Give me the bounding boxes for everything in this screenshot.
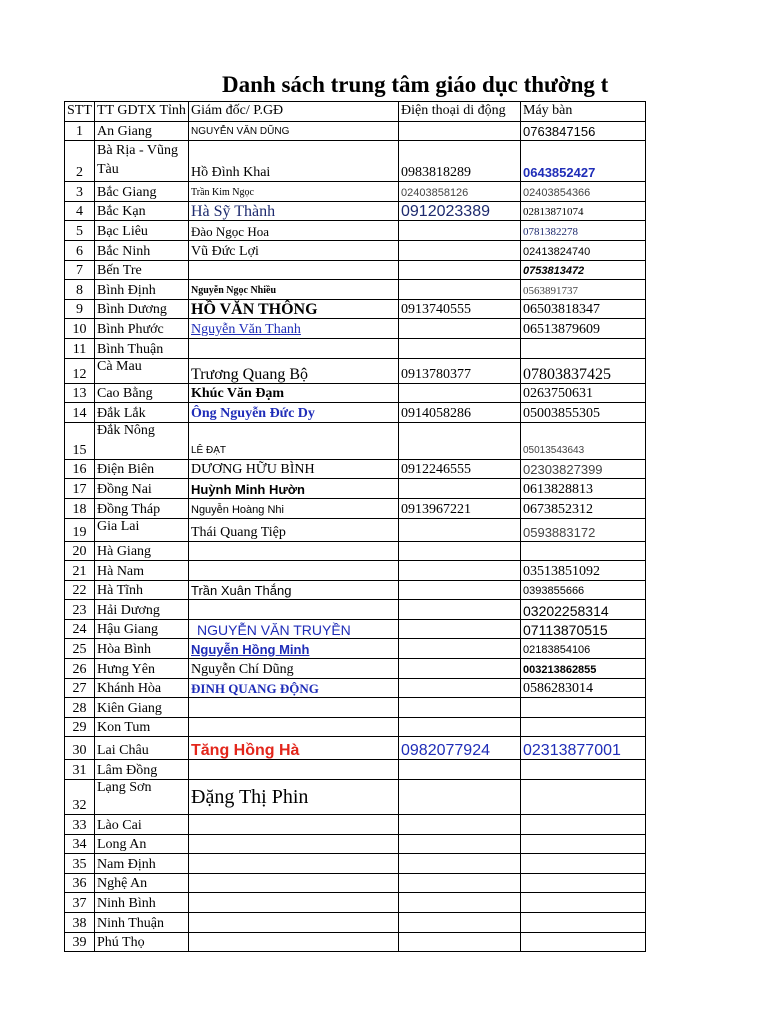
cell-province: Lâm Đồng xyxy=(95,760,189,780)
cell-landline xyxy=(521,541,646,561)
table-row xyxy=(65,498,646,518)
cell-landline: 06503818347 xyxy=(521,299,646,319)
cell-landline: 0263750631 xyxy=(521,383,646,403)
cell-province: Bình Định xyxy=(95,280,189,300)
cell-director xyxy=(189,338,399,358)
cell-stt: 29 xyxy=(65,717,95,737)
cell-mobile: 02403858126 xyxy=(399,182,521,202)
cell-landline xyxy=(521,854,646,874)
cell-province: Long An xyxy=(95,834,189,854)
table-row xyxy=(65,873,646,893)
cell-mobile: 0913967221 xyxy=(399,498,521,518)
table-row xyxy=(65,299,646,319)
cell-director: Trần Xuân Thắng xyxy=(189,580,399,600)
cell-landline: 05003855305 xyxy=(521,403,646,423)
cell-mobile: 0983818289 xyxy=(399,141,521,182)
cell-province: Hà Nam xyxy=(95,561,189,581)
cell-landline: 0586283014 xyxy=(521,678,646,698)
cell-mobile xyxy=(399,541,521,561)
table-row xyxy=(65,893,646,913)
table-row xyxy=(65,913,646,933)
cell-director: NGUYỄN VĂN DŨNG xyxy=(189,121,399,141)
cell-stt: 20 xyxy=(65,541,95,561)
cell-mobile: 0914058286 xyxy=(399,403,521,423)
cell-landline: 0613828813 xyxy=(521,479,646,499)
cell-mobile xyxy=(399,600,521,620)
cell-province: Hà Tĩnh xyxy=(95,580,189,600)
cell-stt: 30 xyxy=(65,737,95,760)
cell-director: Nguyễn Hoàng Nhi xyxy=(189,498,399,518)
cell-mobile xyxy=(399,639,521,659)
table-row xyxy=(65,141,646,182)
cell-mobile xyxy=(399,834,521,854)
table-row xyxy=(65,561,646,581)
cell-landline: 0393855666 xyxy=(521,580,646,600)
cell-province: Lai Châu xyxy=(95,737,189,760)
cell-stt: 28 xyxy=(65,698,95,718)
cell-landline: 03513851092 xyxy=(521,561,646,581)
cell-province: Bắc Ninh xyxy=(95,240,189,260)
cell-mobile: 0982077924 xyxy=(399,737,521,760)
cell-province: An Giang xyxy=(95,121,189,141)
cell-province: Hải Dương xyxy=(95,600,189,620)
table-row xyxy=(65,737,646,760)
cell-mobile xyxy=(399,659,521,679)
cell-mobile xyxy=(399,221,521,241)
table-row xyxy=(65,815,646,835)
cell-stt: 31 xyxy=(65,760,95,780)
cell-director: Trần Kim Ngọc xyxy=(189,182,399,202)
cell-stt: 9 xyxy=(65,299,95,319)
cell-mobile xyxy=(399,815,521,835)
cell-province: Kon Tum xyxy=(95,717,189,737)
cell-mobile xyxy=(399,260,521,280)
cell-director xyxy=(189,260,399,280)
cell-stt: 4 xyxy=(65,201,95,221)
cell-landline xyxy=(521,717,646,737)
cell-landline xyxy=(521,893,646,913)
table-row xyxy=(65,678,646,698)
cell-stt: 7 xyxy=(65,260,95,280)
cell-mobile xyxy=(399,760,521,780)
cell-province: Đồng Nai xyxy=(95,479,189,499)
cell-landline xyxy=(521,913,646,933)
cell-province: Khánh Hòa xyxy=(95,678,189,698)
cell-province: Cà Mau xyxy=(95,358,189,383)
cell-director xyxy=(189,932,399,952)
cell-mobile: 0913740555 xyxy=(399,299,521,319)
cell-landline: 003213862855 xyxy=(521,659,646,679)
cell-province: Cao Bằng xyxy=(95,383,189,403)
cell-mobile xyxy=(399,240,521,260)
table-row xyxy=(65,698,646,718)
cell-stt: 10 xyxy=(65,319,95,339)
cell-director: Đào Ngọc Hoa xyxy=(189,221,399,241)
cell-director xyxy=(189,717,399,737)
cell-director: Nguyễn Chí Dũng xyxy=(189,659,399,679)
cell-province: Nam Định xyxy=(95,854,189,874)
cell-province: Đắk Nông xyxy=(95,422,189,459)
cell-mobile xyxy=(399,561,521,581)
table-row xyxy=(65,280,646,300)
table-row xyxy=(65,659,646,679)
table-row xyxy=(65,338,646,358)
cell-province: Bắc Kạn xyxy=(95,201,189,221)
cell-landline: 0593883172 xyxy=(521,518,646,541)
cell-mobile xyxy=(399,518,521,541)
director-link[interactable]: Nguyễn Hồng Minh xyxy=(189,639,399,659)
cell-landline: 05013543643 xyxy=(521,422,646,459)
cell-director: Thái Quang Tiệp xyxy=(189,518,399,541)
cell-mobile xyxy=(399,893,521,913)
cell-stt: 26 xyxy=(65,659,95,679)
cell-stt: 27 xyxy=(65,678,95,698)
cell-province: Ninh Thuận xyxy=(95,913,189,933)
cell-stt: 39 xyxy=(65,932,95,952)
cell-director: LÊ ĐẠT xyxy=(189,422,399,459)
cell-stt: 5 xyxy=(65,221,95,241)
cell-mobile: 0913780377 xyxy=(399,358,521,383)
table-row xyxy=(65,240,646,260)
cell-landline: 0753813472 xyxy=(521,260,646,280)
cell-province: Bình Phước xyxy=(95,319,189,339)
cell-stt: 36 xyxy=(65,873,95,893)
cell-landline: 0781382278 xyxy=(521,221,646,241)
cell-landline: 07803837425 xyxy=(521,358,646,383)
cell-landline: 06513879609 xyxy=(521,319,646,339)
cell-director: Trương Quang Bộ xyxy=(189,358,399,383)
table-row xyxy=(65,619,646,639)
cell-stt: 12 xyxy=(65,358,95,383)
cell-landline: 02403854366 xyxy=(521,182,646,202)
cell-landline xyxy=(521,780,646,815)
cell-director: Huỳnh Minh Hườn xyxy=(189,479,399,499)
cell-stt: 15 xyxy=(65,422,95,459)
cell-mobile: 0912246555 xyxy=(399,459,521,479)
cell-stt: 37 xyxy=(65,893,95,913)
cell-director xyxy=(189,600,399,620)
cell-province: Bạc Liêu xyxy=(95,221,189,241)
cell-mobile xyxy=(399,698,521,718)
cell-landline xyxy=(521,698,646,718)
cell-mobile xyxy=(399,338,521,358)
cell-director xyxy=(189,854,399,874)
cell-province: Gia Lai xyxy=(95,518,189,541)
cell-landline: 02303827399 xyxy=(521,459,646,479)
table-row xyxy=(65,834,646,854)
table-row xyxy=(65,403,646,423)
table-row xyxy=(65,201,646,221)
cell-director: HỒ VĂN THÔNG xyxy=(189,299,399,319)
table-row xyxy=(65,459,646,479)
cell-director: Vũ Đức Lợi xyxy=(189,240,399,260)
cell-stt: 14 xyxy=(65,403,95,423)
cell-director xyxy=(189,893,399,913)
table-row xyxy=(65,358,646,383)
cell-landline xyxy=(521,760,646,780)
table-row xyxy=(65,541,646,561)
cell-landline: 0763847156 xyxy=(521,121,646,141)
cell-stt: 32 xyxy=(65,780,95,815)
table-row xyxy=(65,854,646,874)
table-row xyxy=(65,479,646,499)
cell-stt: 23 xyxy=(65,600,95,620)
cell-mobile xyxy=(399,580,521,600)
page-title: Danh sách trung tâm giáo dục thường t xyxy=(222,72,609,97)
cell-province: Hưng Yên xyxy=(95,659,189,679)
cell-stt: 8 xyxy=(65,280,95,300)
cell-mobile xyxy=(399,932,521,952)
cell-mobile xyxy=(399,873,521,893)
cell-landline xyxy=(521,932,646,952)
table-row xyxy=(65,221,646,241)
cell-mobile xyxy=(399,479,521,499)
cell-stt: 24 xyxy=(65,619,95,639)
cell-landline xyxy=(521,338,646,358)
cell-stt: 11 xyxy=(65,338,95,358)
cell-province: Bà Rịa - Vũng Tàu xyxy=(95,141,189,182)
cell-director xyxy=(189,834,399,854)
cell-landline: 02313877001 xyxy=(521,737,646,760)
table-row xyxy=(65,260,646,280)
cell-stt: 13 xyxy=(65,383,95,403)
table-row xyxy=(65,717,646,737)
cell-province: Lạng Sơn xyxy=(95,780,189,815)
cell-director: Khúc Văn Đạm xyxy=(189,383,399,403)
table-row xyxy=(65,932,646,952)
cell-director xyxy=(189,698,399,718)
table-row xyxy=(65,600,646,620)
cell-director: Đặng Thị Phin xyxy=(189,780,399,815)
cell-landline xyxy=(521,834,646,854)
cell-landline: 03202258314 xyxy=(521,600,646,620)
cell-province: Phú Thọ xyxy=(95,932,189,952)
table-row xyxy=(65,780,646,815)
cell-stt: 22 xyxy=(65,580,95,600)
cell-stt: 34 xyxy=(65,834,95,854)
cell-director: Ông Nguyễn Đức Dy xyxy=(189,403,399,423)
cell-landline: 0673852312 xyxy=(521,498,646,518)
header-row xyxy=(65,102,646,122)
cell-stt: 16 xyxy=(65,459,95,479)
cell-province: Đắk Lắk xyxy=(95,403,189,423)
cell-stt: 3 xyxy=(65,182,95,202)
cell-province: Nghệ An xyxy=(95,873,189,893)
cell-landline: 02413824740 xyxy=(521,240,646,260)
cell-landline: 0563891737 xyxy=(521,280,646,300)
table-row xyxy=(65,182,646,202)
cell-director: NGUYỄN VĂN TRUYỀN xyxy=(189,619,399,639)
cell-director: Tăng Hồng Hà xyxy=(189,737,399,760)
header-landline: Máy bàn xyxy=(521,102,646,122)
cell-stt: 21 xyxy=(65,561,95,581)
cell-province: Hà Giang xyxy=(95,541,189,561)
cell-stt: 35 xyxy=(65,854,95,874)
cell-stt: 2 xyxy=(65,141,95,182)
cell-province: Bình Dương xyxy=(95,299,189,319)
cell-director: Hà Sỹ Thành xyxy=(189,201,399,221)
cell-director: ĐINH QUANG ĐỘNG xyxy=(189,678,399,698)
table-row xyxy=(65,518,646,541)
table-row xyxy=(65,422,646,459)
director-link[interactable]: Nguyễn Văn Thanh xyxy=(189,319,399,339)
cell-stt: 18 xyxy=(65,498,95,518)
cell-mobile xyxy=(399,619,521,639)
cell-landline: 02813871074 xyxy=(521,201,646,221)
cell-director xyxy=(189,815,399,835)
cell-province: Ninh Bình xyxy=(95,893,189,913)
cell-mobile xyxy=(399,717,521,737)
cell-province: Điện Biên xyxy=(95,459,189,479)
cell-director xyxy=(189,561,399,581)
table-row xyxy=(65,121,646,141)
cell-director xyxy=(189,760,399,780)
cell-landline: 0643852427 xyxy=(521,141,646,182)
cell-landline: 07113870515 xyxy=(521,619,646,639)
cell-landline xyxy=(521,815,646,835)
cell-province: Bình Thuận xyxy=(95,338,189,358)
cell-mobile xyxy=(399,854,521,874)
cell-mobile xyxy=(399,319,521,339)
cell-stt: 38 xyxy=(65,913,95,933)
cell-stt: 19 xyxy=(65,518,95,541)
cell-mobile: 0912023389 xyxy=(399,201,521,221)
cell-director: Hồ Đình Khai xyxy=(189,141,399,182)
cell-province: Lào Cai xyxy=(95,815,189,835)
cell-director: Nguyễn Ngọc Nhiều xyxy=(189,280,399,300)
cell-stt: 6 xyxy=(65,240,95,260)
cell-province: Kiên Giang xyxy=(95,698,189,718)
table-row xyxy=(65,760,646,780)
cell-province: Bến Tre xyxy=(95,260,189,280)
cell-mobile xyxy=(399,678,521,698)
cell-mobile xyxy=(399,280,521,300)
table-row xyxy=(65,383,646,403)
header-stt: STT xyxy=(65,102,95,122)
cell-director xyxy=(189,541,399,561)
cell-stt: 1 xyxy=(65,121,95,141)
cell-stt: 33 xyxy=(65,815,95,835)
center-directory-table xyxy=(64,101,646,952)
cell-mobile xyxy=(399,383,521,403)
cell-mobile xyxy=(399,121,521,141)
cell-mobile xyxy=(399,913,521,933)
cell-province: Bắc Giang xyxy=(95,182,189,202)
cell-mobile xyxy=(399,780,521,815)
table-row xyxy=(65,319,646,339)
cell-mobile xyxy=(399,422,521,459)
header-mobile: Điện thoại di động xyxy=(399,102,521,122)
table-row xyxy=(65,639,646,659)
cell-province: Hậu Giang xyxy=(95,619,189,639)
cell-province: Đồng Tháp xyxy=(95,498,189,518)
cell-stt: 25 xyxy=(65,639,95,659)
cell-director xyxy=(189,873,399,893)
cell-province: Hòa Bình xyxy=(95,639,189,659)
cell-director: DƯƠNG HỮU BÌNH xyxy=(189,459,399,479)
cell-landline: 02183854106 xyxy=(521,639,646,659)
header-director: Giám đốc/ P.GĐ xyxy=(189,102,399,122)
cell-stt: 17 xyxy=(65,479,95,499)
cell-landline xyxy=(521,873,646,893)
header-center: TT GDTX Tỉnh xyxy=(95,102,189,122)
table-row xyxy=(65,580,646,600)
cell-director xyxy=(189,913,399,933)
